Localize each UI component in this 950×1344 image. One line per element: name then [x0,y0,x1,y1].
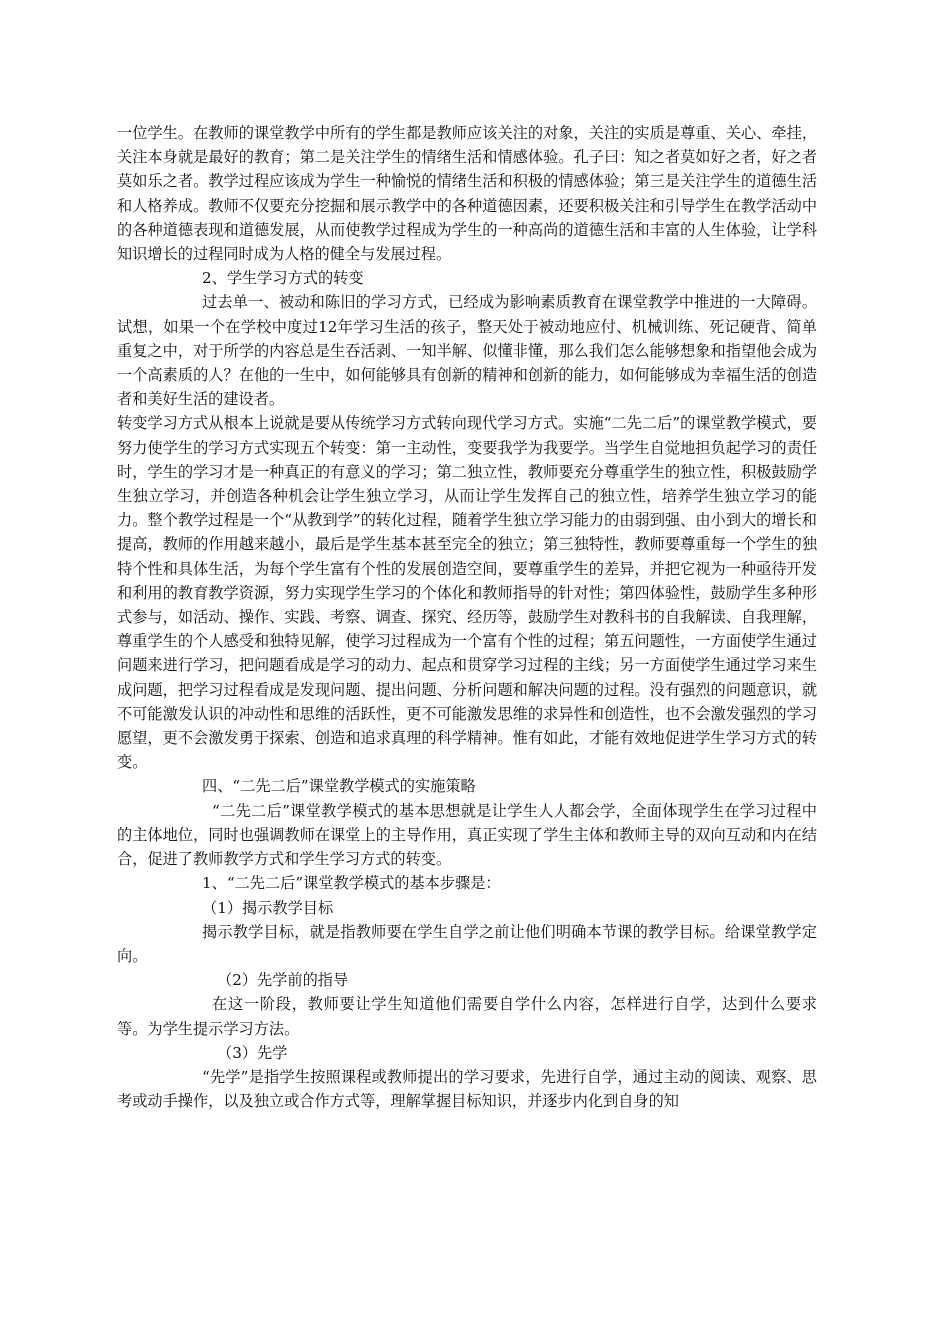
paragraph-old-learning-methods: 过去单一、被动和陈旧的学习方式，已经成为影响素质教育在课堂教学中推进的一大障碍。试想，如果一个在学校中度过12年学习生活的孩子，整天处于被动地应付、机械训练、死记硬背、简单重复之中，对于所学的内容总是生吞活剥、一知半解、似懂非懂，那么我们怎么能够想象和指望他会成为一个高素质的人？在他的一生中，如何能够具有创新的精神和创新的能力，如何能够成为幸福生活的创造者和美好生活的建设者。 [117,293,817,409]
heading-basic-steps: 1、“二先二后”课堂教学模式的基本步骤是： [202,874,501,893]
step-2-text: 在这一阶段，教师要让学生知道他们需要自学什么内容，怎样进行自学，达到什么要求等。为学生提示学习方法。 [117,995,817,1038]
step-1-heading: （1）揭示教学目标 [202,898,334,917]
step-2-heading: （2）先学前的指导 [217,971,349,990]
step-3-text: “先学”是指学生按照课程或教师提出的学习要求，先进行自学，通过主动的阅读、观察、思考或动手操作，以及独立或合作方式等，理解掌握目标知识，并逐步内化到自身的知 [117,1067,817,1111]
step-3-heading: （3）先学 [217,1043,288,1062]
paragraph-student-care: 一位学生。在教师的课堂教学中所有的学生都是教师应该关注的对象，关注的实质是尊重、关心、牵挂，关注本身就是最好的教育；第二是关注学生的情绪生活和情感体验。孔子曰：知之者莫如好之者，好之者莫如乐之者。教学过程应该成为学生一种愉悦的情绪生活和积极的情感体验；第三是关注学生的道德生活和人格养成。教师不仅要充分挖掘和展示教学中的各种道德因素，还要积极关注和引导学生在教学活动中的各种道德表现和道德发展，从而使教学过程成为学生的一种高尚的道德生活和丰富的人生体验，让学科知识增长的过程同时成为人格的健全与发展过程。 [117,124,817,264]
paragraph-basic-idea: “二先二后”课堂教学模式的基本思想就是让学生人人都会学，全面体现学生在学习过程中的主体地位，同时也强调教师在课堂上的主导作用，真正实现了学生主体和教师主导的双向互动和内在结合，促进了教师教学方式和学生学习方式的转变。 [117,801,817,869]
heading-implementation-strategy: 四、“二先二后”课堂教学模式的实施策略 [202,777,476,796]
document-body [117,121,817,1113]
paragraph-five-changes: 转变学习方式从根本上说就是要从传统学习方式转向现代学习方式。实施“二先二后”的课堂教学模式，要努力使学生的学习方式实现五个转变：第一主动性，变要我学为我要学。当学生自觉地担负起学习的责任时，学生的学习才是一种真正的有意义的学习；第二独立性，教师要充分尊重学生的独立性，积极鼓励学生独立学习，并创造各种机会让学生独立学习，从而让学生发挥自己的独立性，培养学生独立学习的能力。整个教学过程是一个“从教到学”的转化过程，随着学生独立学习能力的由弱到强、由小到大的增长和提高，教师的作用越来越小，最后是学生基本甚至完全的独立；第三独特性，教师要尊重每一个学生的独特个性和具体生活，为每个学生富有个性的发展创造空间，要尊重学生的差异，并把它视为一种亟待开发和利用的教育教学资源，努力实现学生学习的个体化和教师指导的针对性；第四体验性，鼓励学生多种形式参与，如活动、操作、实践、考察、调查、探究、经历等，鼓励学生对教科书的自我解读、自我理解，尊重学生的个人感受和独特见解，使学习过程成为一个富有个性的过程；第五问题性，一方面使学生通过问题来进行学习，把问题看成是学习的动力、起点和贯穿学习过程的主线；另一方面使学生通过学习来生成问题，把学习过程看成是发现问题、提出问题、分析问题和解决问题的过程。没有强烈的问题意识，就不可能激发认识的冲动性和思维的活跃性，更不可能激发思维的求异性和创造性，也不会激发强烈的学习愿望，更不会激发勇于探索、创造和追求真理的科学精神。惟有如此，才能有效地促进学生学习方式的转变。 [117,414,817,772]
step-1-text: 揭示教学目标，就是指教师要在学生自学之前让他们明确本节课的教学目标。给课堂教学定向。 [117,922,817,965]
heading-learning-method-change: 2、学生学习方式的转变 [202,269,364,288]
